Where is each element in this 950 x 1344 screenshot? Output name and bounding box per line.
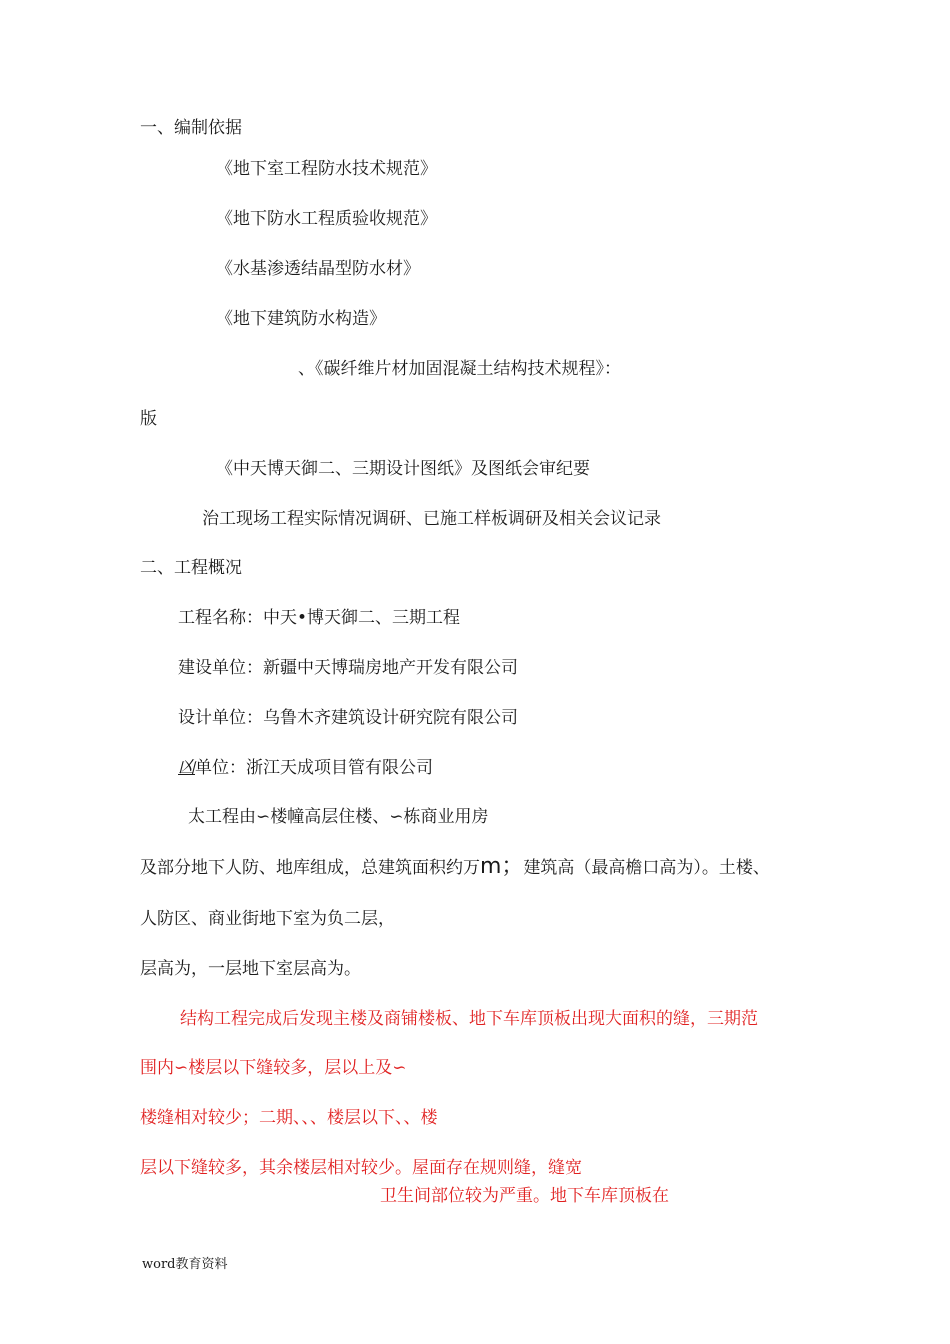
reference-item: 《中天博天御二、三期设计图纸》及图纸会审纪要: [216, 459, 590, 479]
reference-item: 《水基渗透结晶型防水材》: [216, 259, 420, 279]
desc-part: 及部分地下人防、地库组成，总建筑面积约万: [140, 858, 480, 878]
crack-description: 层以下缝较多，其余楼层相对较少。屋面存在规则缝，缝宽: [140, 1158, 582, 1178]
project-description: 人防区、商业街地下室为负二层，: [140, 909, 395, 929]
crack-description: 楼缝相对较少；二期、、、楼层以下、、楼: [140, 1108, 438, 1128]
supervisor-text: 单位：浙江天成项目管有限公司: [195, 758, 433, 778]
project-description: [140, 856, 770, 879]
reference-item: 《地下建筑防水构造》: [216, 309, 386, 329]
owner-unit: 建设单位：新疆中天博瑞房地产开发有限公司: [178, 658, 518, 678]
area-unit: m；: [480, 854, 524, 879]
project-description: 太工程由∽楼幢高层住楼、∽栋商业用房: [188, 807, 489, 827]
reference-item: 治工现场工程实际情况调研、已施工样板调研及相关会议记录: [202, 509, 661, 529]
crack-description: 结构工程完成后发现主楼及商铺楼板、地下车库顶板出现大面积的缝，三期范: [180, 1009, 758, 1029]
reference-item: 《地下室工程防水技术规范》: [216, 159, 437, 179]
desc-part: 建筑高（最高檐口高为）。土楼、: [523, 858, 770, 878]
section-heading-basis: 一、编制依据: [140, 118, 242, 138]
page-footer: word教育资料: [142, 1257, 228, 1272]
project-name: 工程名称：中天•博天御二、三期工程: [178, 608, 461, 628]
crack-description: 卫生间部位较为严重。地下车库顶板在: [380, 1186, 669, 1206]
supervisor-unit: [178, 757, 433, 779]
section-heading-overview: 二、工程概况: [140, 558, 242, 578]
edition-label: 版: [140, 409, 157, 429]
crack-description: 围内∽楼层以下缝较多，层以上及∽: [140, 1058, 407, 1078]
design-unit: 设计单位：乌鲁木齐建筑设计研究院有限公司: [178, 708, 518, 728]
reference-item: 《地下防水工程质验收规范》: [216, 209, 437, 229]
project-description: 层高为，一层地下室层高为。: [140, 959, 361, 979]
supervisor-glyph: 凶: [178, 758, 195, 778]
reference-item: 、《碳纤维片材加固混凝土结构技术规程》：: [298, 359, 621, 379]
